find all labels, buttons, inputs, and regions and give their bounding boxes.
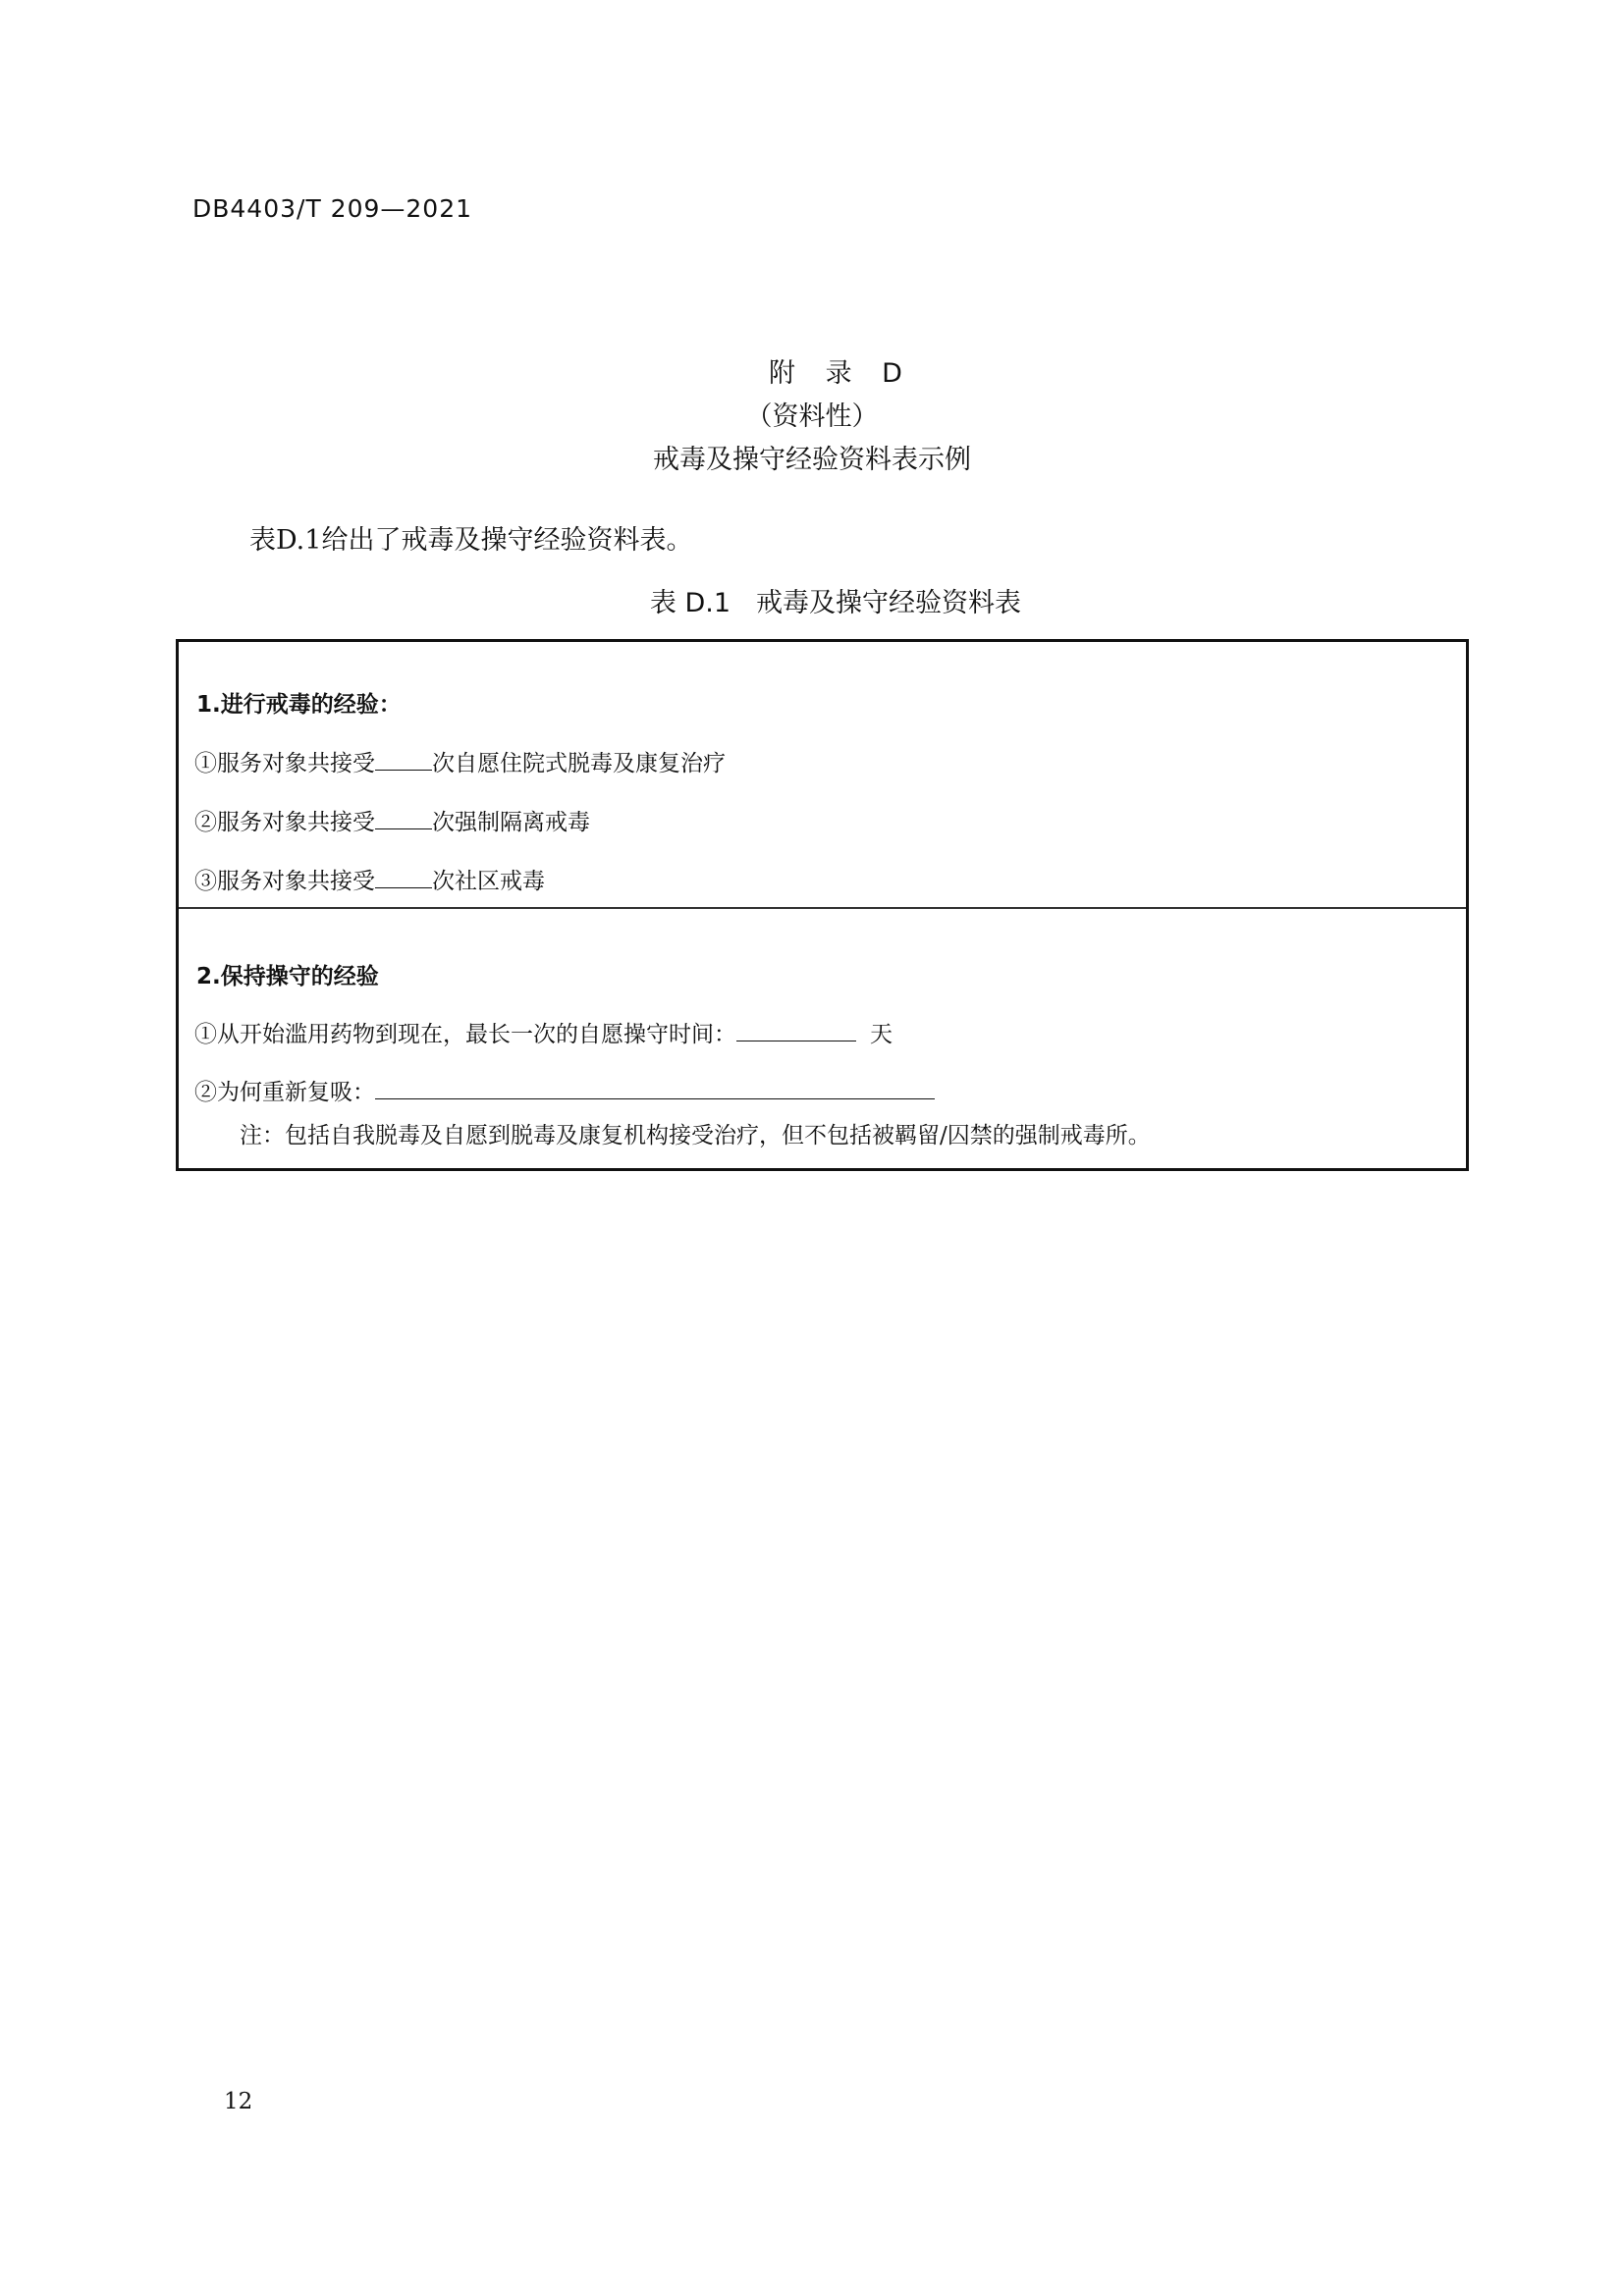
section2-item-1 (194, 1016, 893, 1048)
section2-note: 注：包括自我脱毒及自愿到脱毒及康复机构接受治疗，但不包括被羁留/囚禁的强制戒毒所。 (240, 1123, 1151, 1148)
table-caption (0, 581, 1624, 619)
section2-item-2-blank[interactable] (375, 1077, 935, 1099)
section1-item-2-prefix: ②服务对象共接受 (194, 810, 375, 835)
appendix-nature: （资料性） (745, 401, 879, 432)
section1-item-1-blank[interactable] (375, 748, 432, 771)
section1-item-3-blank[interactable] (375, 866, 432, 888)
section1-title: 1.进行戒毒的经验： (196, 692, 402, 718)
section1-item-3-suffix: 次社区戒毒 (432, 869, 545, 894)
section2-item-1-suffix: 天 (870, 1022, 893, 1047)
section1-item-2 (194, 804, 590, 836)
section2-item-2 (194, 1074, 935, 1106)
section1-item-3-prefix: ③服务对象共接受 (194, 869, 375, 894)
table-caption-title: 戒毒及操守经验资料表 (756, 588, 1022, 618)
section1-item-1-prefix: ①服务对象共接受 (194, 751, 375, 776)
section-divider (179, 907, 1466, 909)
appendix-title: 附 录 D (769, 358, 902, 389)
experience-form-table (176, 639, 1469, 1171)
table-caption-number: 表 D.1 (649, 588, 731, 618)
document-code: DB4403/T 209—2021 (192, 194, 473, 223)
appendix-heading: 戒毒及操守经验资料表示例 (653, 445, 971, 475)
section2-title: 2.保持操守的经验 (196, 964, 379, 989)
section2-item-1-prefix: ①从开始滥用药物到现在，最长一次的自愿操守时间： (194, 1022, 736, 1047)
section1-item-2-suffix: 次强制隔离戒毒 (432, 810, 590, 835)
page-number: 12 (224, 2089, 253, 2114)
section2-item-1-blank[interactable] (736, 1019, 856, 1041)
intro-paragraph: 表D.1给出了戒毒及操守经验资料表。 (249, 525, 693, 556)
section1-item-1 (194, 745, 726, 777)
section2-item-2-prefix: ②为何重新复吸： (194, 1080, 375, 1105)
section1-item-1-suffix: 次自愿住院式脱毒及康复治疗 (432, 751, 726, 776)
section1-item-3 (194, 863, 545, 895)
section1-item-2-blank[interactable] (375, 807, 432, 829)
